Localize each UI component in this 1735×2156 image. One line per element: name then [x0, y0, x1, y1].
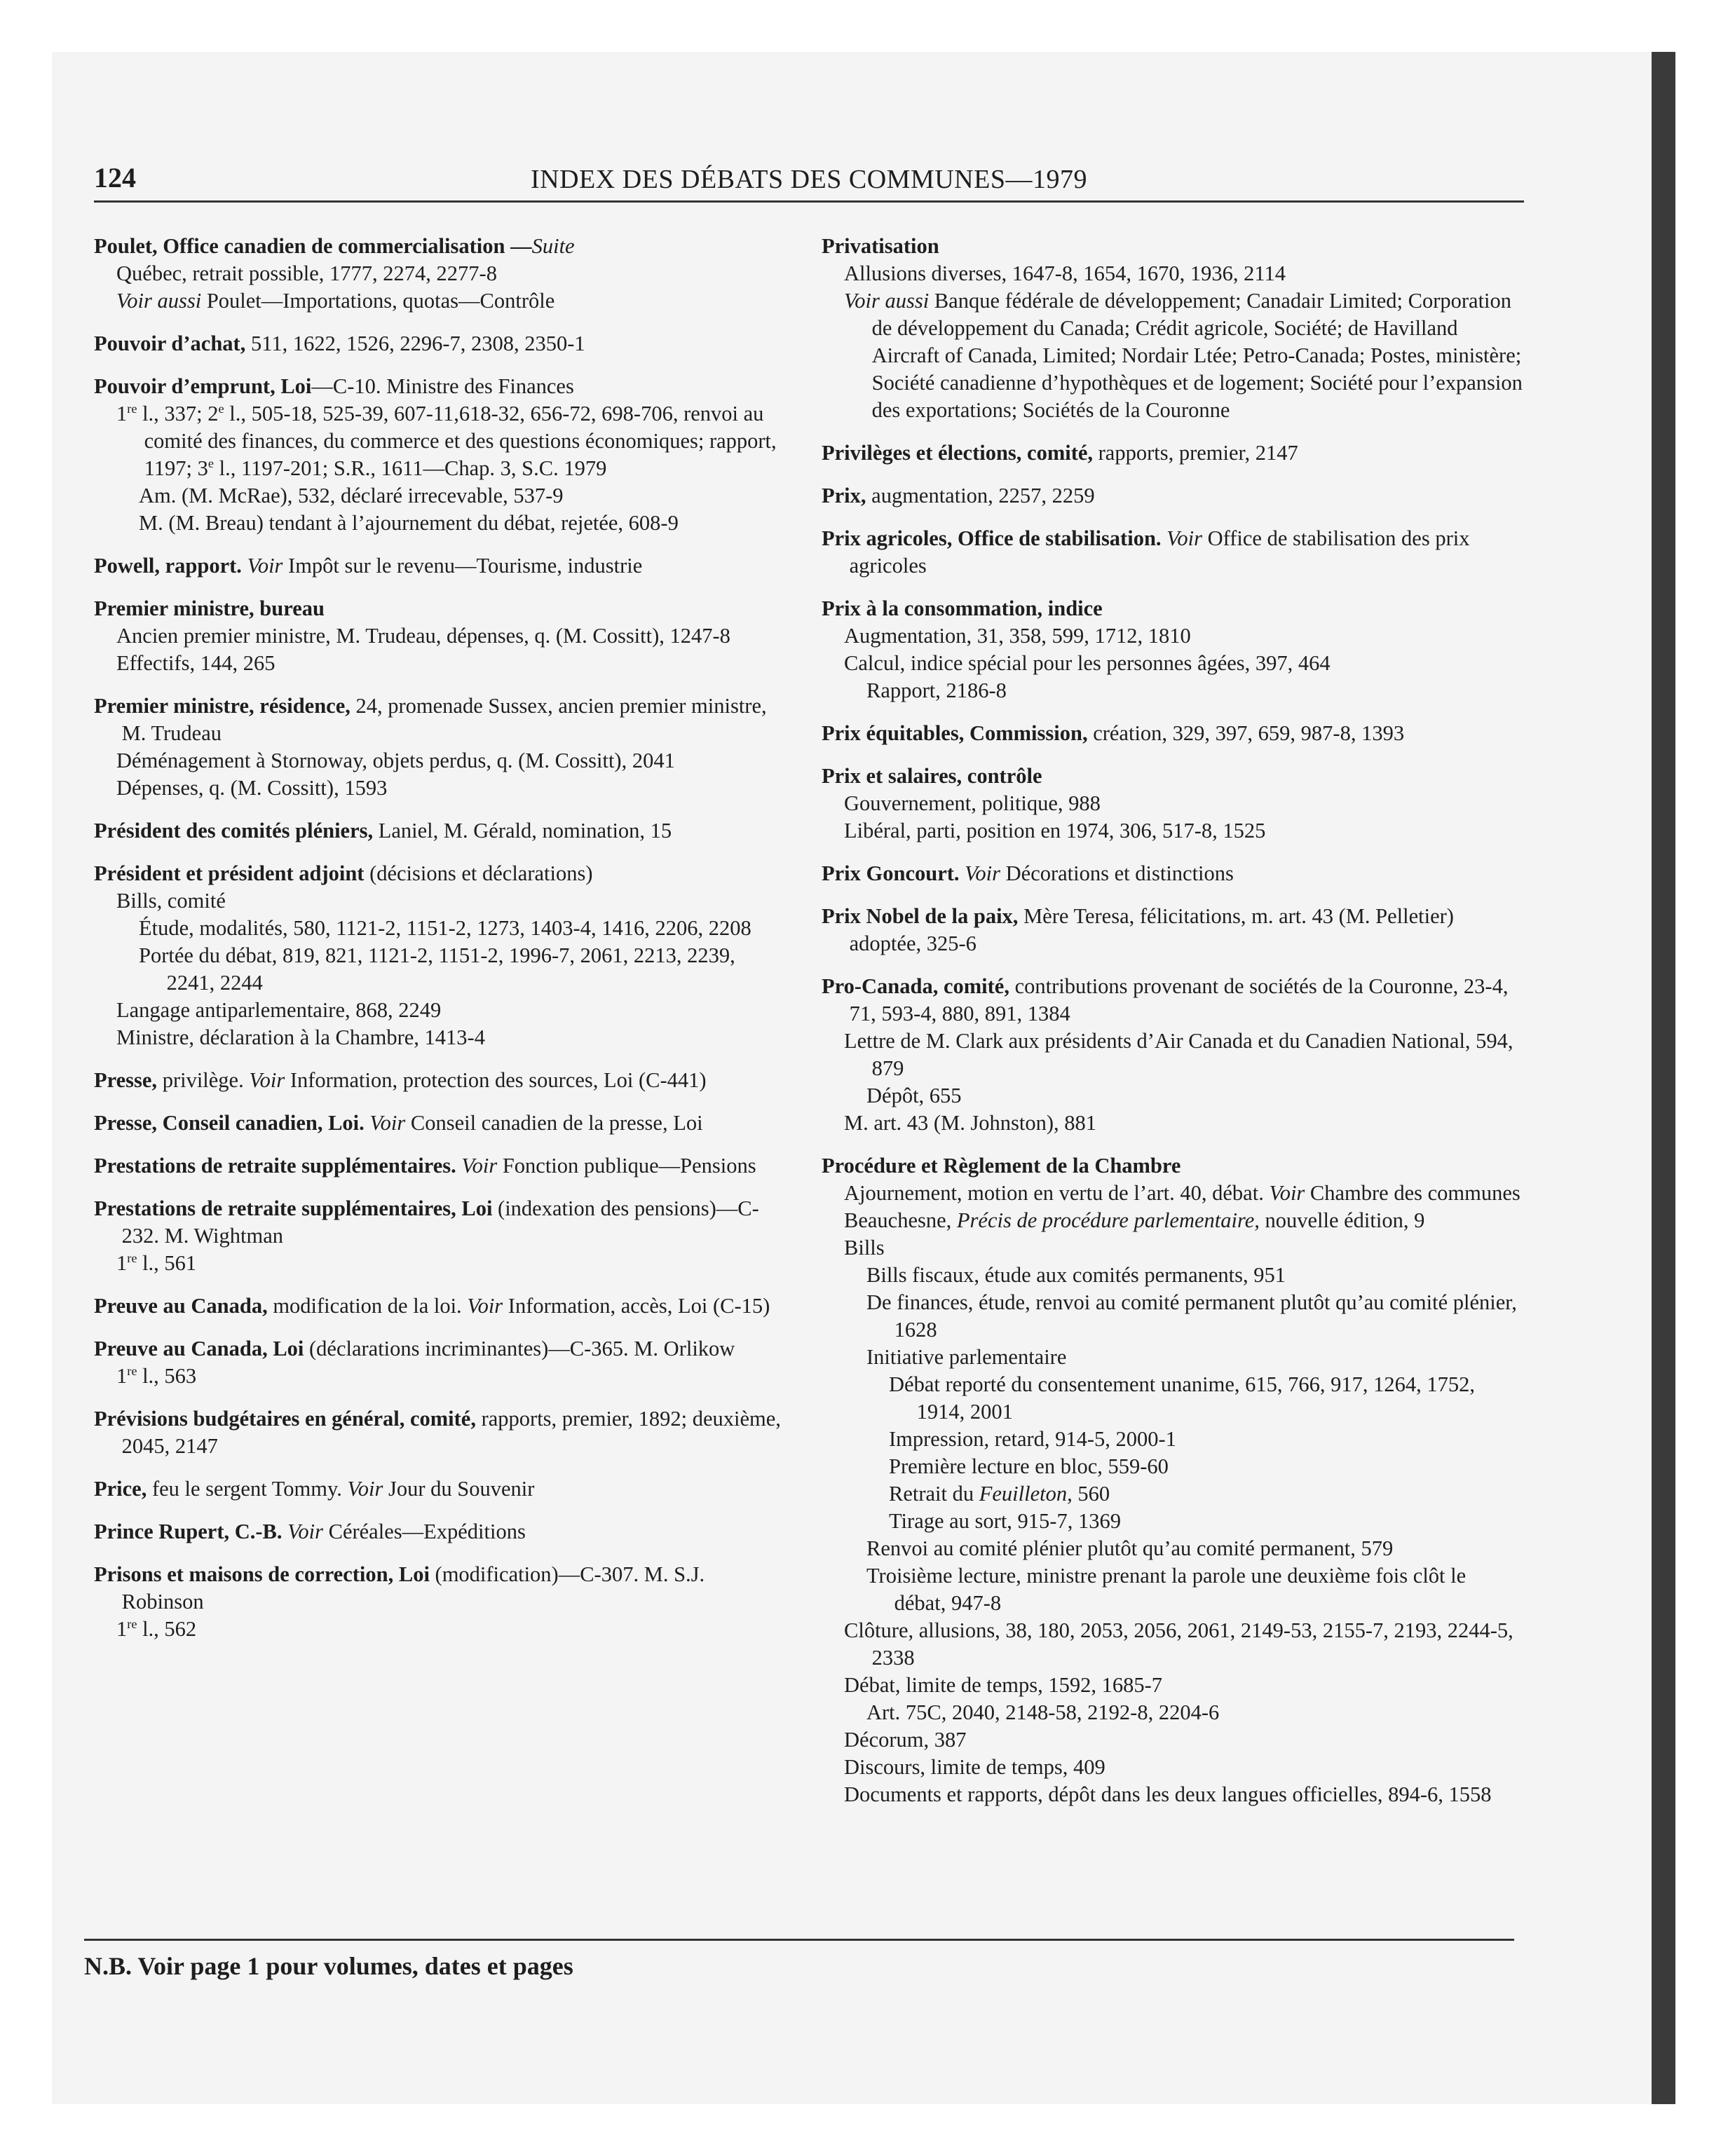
entry-text: [1162, 526, 1167, 550]
entry-heading: [94, 1195, 788, 1250]
entry-subentry: [844, 1754, 1523, 1781]
entry-text: Effectifs, 144, 265: [116, 651, 275, 675]
index-entry: [94, 1405, 788, 1460]
entry-term: Prix agricoles, Office de stabilisation.: [822, 526, 1162, 550]
index-entry: [94, 692, 788, 802]
entry-text: (décisions et déclarations): [364, 861, 593, 885]
entry-text: Ministre, déclaration à la Chambre, 1413-4: [116, 1025, 485, 1049]
entry-subentry: [844, 817, 1523, 845]
entry-text: —C-10. Ministre des Finances: [311, 374, 574, 398]
entry-subentry: [889, 1453, 1523, 1480]
entry-text: Dépenses, q. (M. Cossitt), 1593: [116, 776, 388, 800]
entry-text: e: [218, 401, 224, 416]
entry-subentry: [844, 1180, 1523, 1207]
italic-text: Voir: [247, 554, 283, 578]
entry-text: l., 505-18, 525-39, 607-11,618-32, 656-72, 698-706, renvoi au comité des finances, du commerce et des questions économiques; rapport, 1197; 3: [144, 402, 777, 480]
entry-text: Documents et rapports, dépôt dans les deux langues officielles, 894-6, 1558: [844, 1782, 1492, 1806]
entry-text: Tirage au sort, 915-7, 1369: [889, 1509, 1121, 1533]
entry-heading: [822, 903, 1523, 957]
entry-text: l., 562: [137, 1617, 197, 1641]
entry-heading: [94, 860, 788, 887]
entry-subentry: [866, 1082, 1523, 1110]
entry-subentry: [139, 510, 788, 537]
entry-text: 560: [1072, 1482, 1110, 1506]
entry-text: e: [207, 456, 214, 470]
index-entry: [822, 525, 1523, 580]
entry-text: Information, protection des sources, Loi (C-441): [285, 1068, 707, 1092]
entry-text: Banque fédérale de développement; Canadair Limited; Corporation de développement du Canada; Crédit agricole, Société; de Havilland Aircraft of Canada, Limited; Nordair Ltée; Petro-Canada; Postes, ministère; Société canadienne d’hypothèques et de logement; Société pour l’expansion des exportations; Sociétés de la Couronne: [871, 289, 1523, 422]
italic-text: Voir: [1269, 1181, 1305, 1205]
index-entry: [822, 973, 1523, 1137]
entry-text: Jour du Souvenir: [383, 1477, 535, 1501]
entry-text: 1: [116, 402, 128, 425]
entry-text: Office de stabilisation des prix agricoles: [849, 526, 1470, 578]
entry-text: contributions provenant de sociétés de la Couronne, 23-4, 71, 593-4, 880, 891, 1384: [849, 974, 1509, 1025]
entry-term: Président et président adjoint: [94, 861, 365, 885]
page-header: [94, 161, 1524, 200]
index-entry: [822, 482, 1523, 510]
entry-text: Chambre des communes: [1305, 1181, 1520, 1205]
index-entry: [94, 373, 788, 537]
index-entry: [822, 860, 1523, 887]
entry-text: 1: [116, 1251, 128, 1275]
entry-subentry: [844, 1207, 1523, 1234]
entry-heading: [822, 595, 1523, 622]
entry-text: l., 563: [137, 1364, 197, 1388]
entry-text: Débat reporté du consentement unanime, 615, 766, 917, 1264, 1752, 1914, 2001: [889, 1372, 1476, 1424]
entry-text: l., 561: [137, 1251, 197, 1275]
entry-text: Lettre de M. Clark aux présidents d’Air Canada et du Canadien National, 594, 879: [844, 1029, 1513, 1080]
entry-heading: [822, 973, 1523, 1028]
entry-subentry: [116, 775, 788, 802]
entry-subentry: [866, 1535, 1523, 1562]
entry-subentry: [866, 1699, 1523, 1726]
entry-text: feu le sergent Tommy.: [147, 1477, 348, 1501]
entry-text: Art. 75C, 2040, 2148-58, 2192-8, 2204-6: [866, 1700, 1220, 1724]
index-entry: [94, 1110, 788, 1137]
entry-text: Étude, modalités, 580, 1121-2, 1151-2, 1273, 1403-4, 1416, 2206, 2208: [139, 916, 751, 940]
index-entry: [94, 860, 788, 1051]
entry-text: [242, 554, 247, 578]
entry-text: Mère Teresa, félicitations, m. art. 43 (M. Pelletier) adoptée, 325-6: [849, 904, 1454, 955]
entry-heading: [94, 1292, 788, 1320]
left-index-column: [94, 233, 788, 1658]
entry-term: Prisons et maisons de correction, Loi: [94, 1562, 430, 1586]
entry-text: création, 329, 397, 659, 987-8, 1393: [1087, 721, 1405, 745]
entry-term: Président des comités pléniers,: [94, 819, 374, 842]
entry-subentry: [139, 482, 788, 510]
entry-text: augmentation, 2257, 2259: [866, 484, 1095, 507]
entry-subentry: [844, 1617, 1523, 1672]
entry-heading: [94, 1518, 788, 1546]
entry-subentry: [844, 1726, 1523, 1754]
entry-text: M. art. 43 (M. Johnston), 881: [844, 1111, 1097, 1135]
entry-subentry: [844, 1672, 1523, 1699]
entry-text: De finances, étude, renvoi au comité permanent plutôt qu’au comité plénier, 1628: [866, 1290, 1517, 1342]
index-entry: [94, 817, 788, 845]
entry-heading: [94, 330, 788, 357]
entry-text: Rapport, 2186-8: [866, 678, 1007, 702]
entry-text: Troisième lecture, ministre prenant la parole une deuxième fois clôt le débat, 947-8: [866, 1564, 1467, 1615]
entry-heading: [94, 1110, 788, 1137]
entry-term: Preuve au Canada,: [94, 1294, 268, 1318]
entry-text: Ajournement, motion en vertu de l’art. 40, débat.: [844, 1181, 1270, 1205]
italic-text: Voir: [1166, 526, 1202, 550]
entry-term: Prix équitables, Commission,: [822, 721, 1088, 745]
entry-text: Décorations et distinctions: [1000, 861, 1234, 885]
entry-term: Prestations de retraite supplémentaires.: [94, 1154, 456, 1178]
entry-text: Initiative parlementaire: [866, 1345, 1067, 1369]
italic-text: Voir: [467, 1294, 503, 1318]
entry-text: re: [127, 1616, 137, 1631]
entry-subentry: [866, 677, 1523, 704]
entry-heading: [94, 595, 788, 622]
entry-term: Prix et salaires, contrôle: [822, 764, 1042, 788]
entry-subentry: [889, 1426, 1523, 1453]
italic-text: Voir: [461, 1154, 498, 1178]
entry-subentry: [844, 1110, 1523, 1137]
entry-subentry: [866, 1289, 1523, 1344]
entry-term: Presse, Conseil canadien, Loi.: [94, 1111, 365, 1135]
index-entry: [94, 1067, 788, 1094]
entry-text: Libéral, parti, position en 1974, 306, 517-8, 1525: [844, 819, 1266, 842]
entry-text: (indexation des pensions)—C-232. M. Wightman: [121, 1196, 759, 1248]
index-entry: [822, 439, 1523, 467]
page-number: 124: [94, 162, 136, 193]
entry-text: Déménagement à Stornoway, objets perdus, q. (M. Cossitt), 2041: [116, 749, 675, 772]
right-index-column: [822, 233, 1523, 1824]
entry-heading: [822, 720, 1523, 747]
entry-subentry: [844, 790, 1523, 817]
entry-text: Bills fiscaux, étude aux comités permanents, 951: [866, 1263, 1286, 1287]
entry-subentry: [844, 650, 1523, 677]
index-entry: [822, 1152, 1523, 1808]
entry-text: l., 1197-201; S.R., 1611—Chap. 3, S.C. 1979: [213, 456, 607, 480]
entry-heading: [822, 482, 1523, 510]
entry-subentry: [139, 915, 788, 942]
entry-text: (modification)—C-307. M. S.J. Robinson: [121, 1562, 705, 1613]
entry-text: Céréales—Expéditions: [322, 1520, 526, 1543]
entry-text: Bills, comité: [116, 889, 226, 913]
footer-rule: [84, 1939, 1514, 1941]
entry-subentry: [844, 287, 1523, 424]
entry-text: Décorum, 387: [844, 1728, 967, 1752]
index-entry: [94, 330, 788, 357]
entry-heading: [94, 1152, 788, 1180]
index-entry: [94, 1195, 788, 1277]
entry-term: Premier ministre, bureau: [94, 596, 325, 620]
entry-subentry: [889, 1480, 1523, 1508]
entry-term: Prévisions budgétaires en général, comité,: [94, 1407, 476, 1431]
entry-text: Ancien premier ministre, M. Trudeau, dépenses, q. (M. Cossitt), 1247-8: [116, 624, 730, 648]
entry-text: Augmentation, 31, 358, 599, 1712, 1810: [844, 624, 1191, 648]
entry-text: Fonction publique—Pensions: [497, 1154, 756, 1178]
italic-text: Voir: [369, 1111, 406, 1135]
entry-text: Allusions diverses, 1647-8, 1654, 1670, 1936, 2114: [844, 261, 1286, 285]
entry-term: Prix Nobel de la paix,: [822, 904, 1019, 928]
italic-text: Précis de procédure parlementaire,: [956, 1208, 1260, 1232]
index-entry: [94, 1475, 788, 1503]
entry-term: Poulet, Office canadien de commercialisation —: [94, 234, 532, 258]
index-entry: [94, 1292, 788, 1320]
entry-term: Prestations de retraite supplémentaires, Loi: [94, 1196, 493, 1220]
header-rule: [94, 200, 1524, 203]
entry-subentry: [116, 1250, 788, 1277]
entry-term: Price,: [94, 1477, 147, 1501]
entry-subentry: [116, 260, 788, 287]
index-entry: [822, 720, 1523, 747]
entry-text: Beauchesne,: [844, 1208, 957, 1232]
index-entry: [822, 595, 1523, 704]
entry-text: Langage antiparlementaire, 868, 2249: [116, 998, 442, 1022]
entry-term: Privilèges et élections, comité,: [822, 441, 1094, 465]
entry-text: Dépôt, 655: [866, 1084, 962, 1107]
entry-text: Discours, limite de temps, 409: [844, 1755, 1105, 1779]
entry-text: Portée du débat, 819, 821, 1121-2, 1151-2, 1996-7, 2061, 2213, 2239, 2241, 2244: [139, 943, 735, 995]
entry-heading: [94, 1475, 788, 1503]
entry-subentry: [866, 1562, 1523, 1617]
entry-text: Retrait du: [889, 1482, 979, 1506]
entry-text: 1: [116, 1364, 128, 1388]
entry-heading: [94, 817, 788, 845]
index-entry: [94, 233, 788, 315]
entry-text: re: [127, 1250, 137, 1265]
entry-heading: [94, 1335, 788, 1363]
entry-heading: [94, 233, 788, 260]
entry-subentry: [844, 1028, 1523, 1082]
entry-heading: [822, 763, 1523, 790]
entry-text: modification de la loi.: [267, 1294, 468, 1318]
entry-term: Prix,: [822, 484, 866, 507]
entry-heading: [822, 525, 1523, 580]
entry-subentry: [116, 887, 788, 915]
italic-text: Voir: [249, 1068, 285, 1092]
entry-heading: [94, 692, 788, 747]
entry-subentry: [889, 1371, 1523, 1426]
entry-term: Privatisation: [822, 234, 939, 258]
entry-text: privilège.: [157, 1068, 250, 1092]
entry-subentry: [139, 942, 788, 997]
index-entry: [94, 1335, 788, 1390]
entry-text: re: [127, 1363, 137, 1378]
scan-edge-bar: [1652, 52, 1675, 2104]
entry-text: Débat, limite de temps, 1592, 1685-7: [844, 1673, 1163, 1697]
entry-subentry: [844, 1781, 1523, 1808]
entry-term: Preuve au Canada, Loi: [94, 1337, 304, 1360]
running-title: INDEX DES DÉBATS DES COMMUNES—1979: [531, 165, 1087, 194]
index-entry: [94, 595, 788, 677]
entry-text: Conseil canadien de la presse, Loi: [405, 1111, 703, 1135]
entry-text: Impôt sur le revenu—Tourisme, industrie: [283, 554, 643, 578]
entry-text: Impression, retard, 914-5, 2000-1: [889, 1427, 1176, 1451]
index-entry: [94, 1518, 788, 1546]
entry-text: l., 337; 2: [137, 402, 219, 425]
entry-heading: [822, 1152, 1523, 1180]
entry-text: nouvelle édition, 9: [1259, 1208, 1425, 1232]
entry-term: Prince Rupert, C.-B.: [94, 1520, 283, 1543]
entry-term: Premier ministre, résidence,: [94, 694, 351, 718]
entry-text: Calcul, indice spécial pour les personnes âgées, 397, 464: [844, 651, 1331, 675]
entry-term: Prix Goncourt.: [822, 861, 960, 885]
entry-text: Bills: [844, 1236, 885, 1260]
entry-text: Information, accès, Loi (C-15): [503, 1294, 770, 1318]
entry-heading: [822, 233, 1523, 260]
entry-term: Pouvoir d’achat,: [94, 332, 246, 355]
italic-text: Voir aussi: [844, 289, 930, 313]
entry-text: rapports, premier, 1892; deuxième, 2045, 2147: [121, 1407, 781, 1458]
entry-text: Poulet—Importations, quotas—Contrôle: [201, 289, 555, 313]
entry-text: Première lecture en bloc, 559-60: [889, 1454, 1169, 1478]
entry-subentry: [866, 1262, 1523, 1289]
entry-subentry: [866, 1344, 1523, 1371]
entry-text: [283, 1520, 288, 1543]
index-entry: [822, 233, 1523, 424]
entry-text: [960, 861, 965, 885]
italic-text: Voir: [287, 1520, 323, 1543]
entry-text: Clôture, allusions, 38, 180, 2053, 2056, 2061, 2149-53, 2155-7, 2193, 2244-5, 2338: [844, 1618, 1513, 1670]
entry-subentry: [116, 1024, 788, 1051]
footer-note: N.B. Voir page 1 pour volumes, dates et pages: [84, 1952, 573, 1980]
entry-subentry: [844, 1234, 1523, 1262]
entry-text: 24, promenade Sussex, ancien premier ministre, M. Trudeau: [121, 694, 767, 745]
entry-heading: [94, 373, 788, 400]
entry-text: Am. (M. McRae), 532, déclaré irrecevable, 537-9: [139, 484, 564, 507]
entry-heading: [822, 439, 1523, 467]
entry-subentry: [116, 400, 788, 482]
entry-subentry: [116, 622, 788, 650]
entry-heading: [94, 1067, 788, 1094]
entry-text: Laniel, M. Gérald, nomination, 15: [373, 819, 672, 842]
entry-term: Procédure et Règlement de la Chambre: [822, 1154, 1181, 1178]
entry-text: 1: [116, 1617, 128, 1641]
entry-text: rapports, premier, 2147: [1093, 441, 1298, 465]
entry-heading: [94, 1561, 788, 1616]
entry-text: M. (M. Breau) tendant à l’ajournement du débat, rejetée, 608-9: [139, 511, 679, 535]
entry-subentry: [844, 622, 1523, 650]
italic-text: Voir aussi: [116, 289, 202, 313]
italic-text: Feuilleton,: [979, 1482, 1073, 1506]
index-entry: [94, 1152, 788, 1180]
italic-text: Voir: [965, 861, 1000, 885]
entry-term: Powell, rapport.: [94, 554, 242, 578]
italic-text: Voir: [347, 1477, 383, 1501]
entry-subentry: [116, 650, 788, 677]
entry-text: 511, 1622, 1526, 2296-7, 2308, 2350-1: [245, 332, 585, 355]
entry-subentry: [844, 260, 1523, 287]
entry-subentry: [889, 1508, 1523, 1535]
entry-subentry: [116, 287, 788, 315]
entry-text: Québec, retrait possible, 1777, 2274, 2277-8: [116, 261, 497, 285]
entry-subentry: [116, 1616, 788, 1643]
entry-subentry: [116, 1363, 788, 1390]
entry-term: Pouvoir d’emprunt, Loi: [94, 374, 312, 398]
entry-text: Renvoi au comité plénier plutôt qu’au comité permanent, 579: [866, 1536, 1394, 1560]
entry-subentry: [116, 997, 788, 1024]
entry-term: Prix à la consommation, indice: [822, 596, 1103, 620]
entry-term: Presse,: [94, 1068, 158, 1092]
entry-term: Pro-Canada, comité,: [822, 974, 1009, 998]
index-entry: [94, 552, 788, 580]
index-entry: [94, 1561, 788, 1643]
entry-text: (déclarations incriminantes)—C-365. M. Orlikow: [304, 1337, 735, 1360]
entry-heading: [822, 860, 1523, 887]
index-entry: [822, 903, 1523, 957]
entry-text: Gouvernement, politique, 988: [844, 791, 1101, 815]
entry-subentry: [116, 747, 788, 775]
entry-text: re: [127, 401, 137, 416]
index-entry: [822, 763, 1523, 845]
entry-heading: [94, 1405, 788, 1460]
italic-text: Suite: [531, 234, 575, 258]
entry-heading: [94, 552, 788, 580]
